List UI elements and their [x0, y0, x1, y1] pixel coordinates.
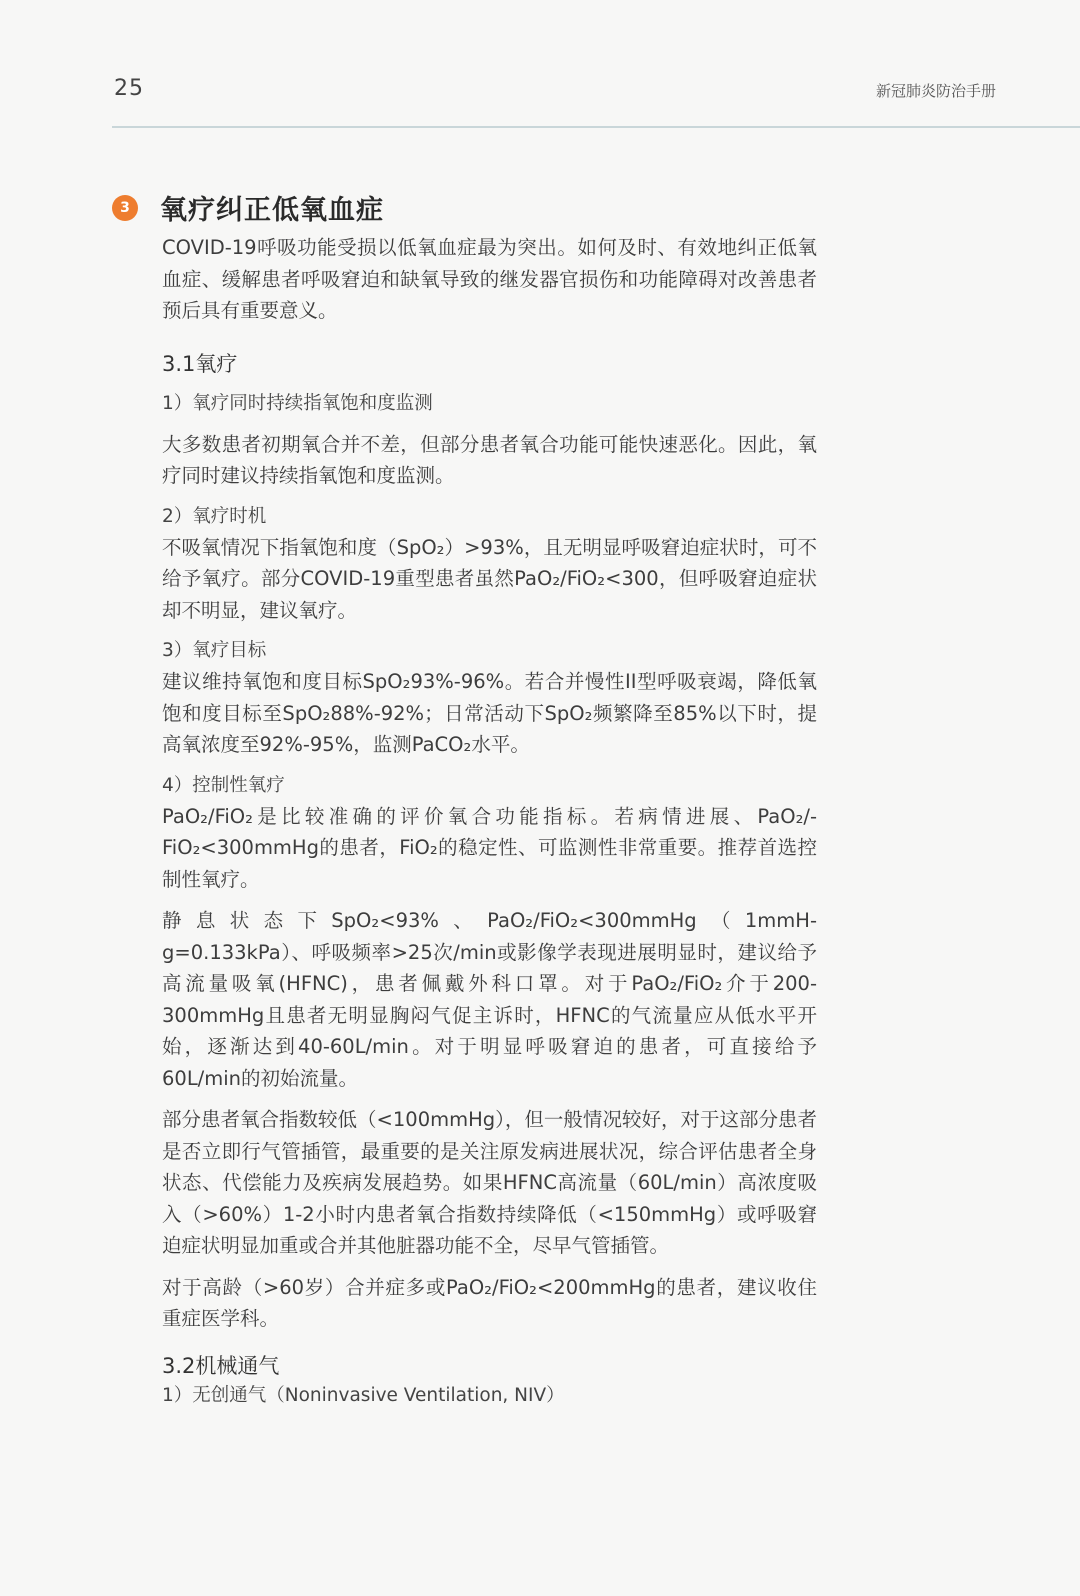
item-title-1: 1）氧疗同时持续指氧饱和度监测	[162, 392, 433, 414]
book-title: 新冠肺炎防治手册	[875, 82, 996, 100]
item-text-4-1: PaO₂/FiO₂是比较准确的评价氧合功能指标。若病情进展、PaO₂/-FiO₂<300mmHg的患者，FiO₂的稳定性、可监测性非常重要。推荐首选控制性氧疗。	[162, 804, 817, 891]
item-text-2: 不吸氧情况下指氧饱和度（SpO₂）>93%，且无明显呼吸窘迫症状时，可不给予氧疗。部分COVID-19重型患者虽然PaO₂/FiO₂<300，但呼吸窘迫症状却不明显，建议氧疗。	[162, 535, 817, 622]
page-content	[162, 232, 817, 1411]
section-number-badge: 3	[112, 195, 138, 221]
item-text-4-2: 静息状态下SpO₂<93%、PaO₂/FiO₂<300mmHg（1mmH-g=0.133kPa）、呼吸频率>25次/min或影像学表现进展明显时，建议给予高流量吸氧(HFNC)，患者佩戴外科口罩。对于PaO₂/FiO₂介于200-300mmHg且患者无明显胸闷气促主诉时，HFNC的气流量应从低水平开始，逐渐达到40-60L/min。对于明显呼吸窘迫的患者，可直接给予60L/min的初始流量。	[162, 909, 817, 1090]
page-number: 25	[114, 76, 144, 101]
subsection-heading-3-1: 3.1氧疗	[162, 351, 238, 376]
item-title-2: 2）氧疗时机	[162, 505, 267, 527]
item-text-3: 建议维持氧饱和度目标SpO₂93%-96%。若合并慢性II型呼吸衰竭，降低氧饱和度目标至SpO₂88%-92%；日常活动下SpO₂频繁降至85%以下时，提高氧浓度至92%-95%，监测PaCO₂水平。	[162, 670, 817, 756]
header-divider	[112, 126, 1080, 128]
item-title-3-2-1: 1）无创通气（Noninvasive Ventilation, NIV）	[162, 1384, 565, 1406]
item-title-3: 3）氧疗目标	[162, 640, 267, 661]
subsection-heading-3-2: 3.2机械通气	[162, 1353, 280, 1378]
item-text-4-3: 部分患者氧合指数较低（<100mmHg），但一般情况较好，对于这部分患者是否立即行气管插管，最重要的是关注原发病进展状况，综合评估患者全身状态、代偿能力及疾病发展趋势。如果HFNC高流量（60L/min）高浓度吸入（>60%）1-2小时内患者氧合指数持续降低（<150mmHg）或呼吸窘迫症状明显加重或合并其他脏器功能不全，尽早气管插管。	[162, 1108, 817, 1257]
section-intro: COVID-19呼吸功能受损以低氧血症最为突出。如何及时、有效地纠正低氧血症、缓解患者呼吸窘迫和缺氧导致的继发器官损伤和功能障碍对改善患者预后具有重要意义。	[162, 236, 817, 322]
item-title-4: 4）控制性氧疗	[162, 774, 285, 796]
item-text-4-4: 对于高龄（>60岁）合并症多或PaO₂/FiO₂<200mmHg的患者，建议收住重症医学科。	[162, 1275, 817, 1330]
item-text-1: 大多数患者初期氧合并不差，但部分患者氧合功能可能快速恶化。因此，氧疗同时建议持续指氧饱和度监测。	[162, 432, 817, 487]
section-title: 氧疗纠正低氧血症	[160, 195, 384, 226]
section-heading	[112, 188, 384, 227]
